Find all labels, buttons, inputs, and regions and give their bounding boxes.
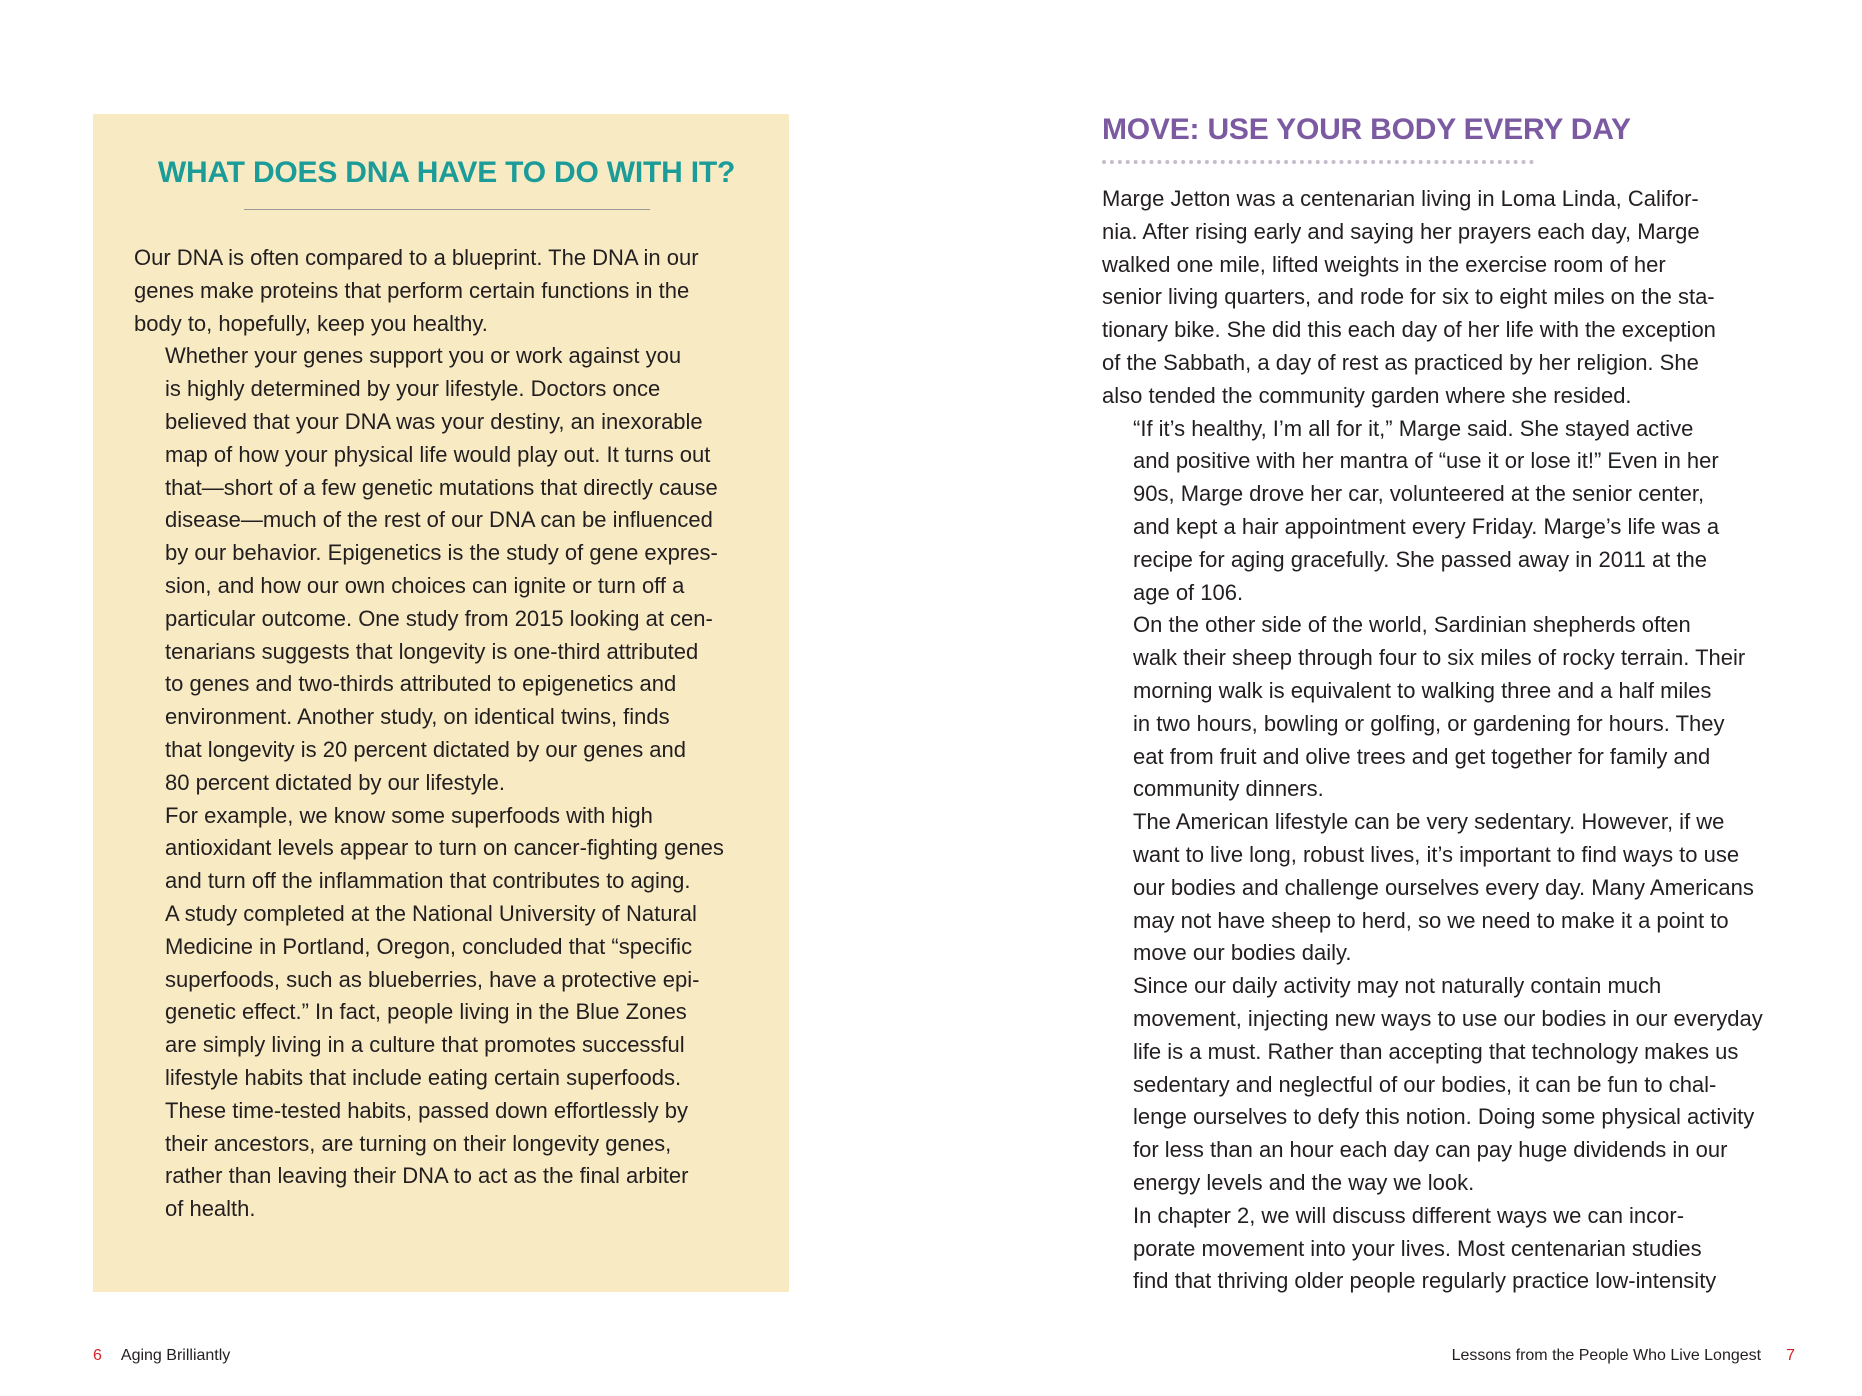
text-line: and turn off the inflammation that contributes to aging. xyxy=(165,868,691,894)
text-line: morning walk is equivalent to walking three and a half miles xyxy=(1133,677,1712,703)
left-page-number: 6 xyxy=(93,1347,102,1364)
text-line: In chapter 2, we will discuss different ways we can incor- xyxy=(1133,1202,1685,1228)
paragraph xyxy=(1102,970,1802,1200)
text-line: eat from fruit and olive trees and get together for family and xyxy=(1133,743,1711,769)
text-line: 90s, Marge drove her car, volunteered at the senior center, xyxy=(1133,481,1705,507)
text-line: find that thriving older people regularly practice low-intensity xyxy=(1133,1268,1717,1294)
text-line: and kept a hair appointment every Friday. Marge’s life was a xyxy=(1133,513,1720,539)
text-line: Our DNA is often compared to a blueprint. The DNA in our xyxy=(134,245,699,270)
text-line: For example, we know some superfoods with high xyxy=(165,802,653,828)
text-line: body to, hopefully, keep you healthy. xyxy=(134,310,488,336)
text-line: their ancestors, are turning on their longevity genes, xyxy=(165,1130,672,1156)
text-line: “If it’s healthy, I’m all for it,” Marge said. She stayed active xyxy=(1133,415,1694,441)
text-line: These time-tested habits, passed down effortlessly by xyxy=(165,1097,688,1123)
text-line: genes make proteins that perform certain functions in the xyxy=(134,277,690,303)
text-line: map of how your physical life would play out. It turns out xyxy=(165,441,711,467)
text-line: for less than an hour each day can pay huge dividends in our xyxy=(1133,1137,1728,1163)
text-line: walked one mile, lifted weights in the exercise room of her xyxy=(1102,251,1666,277)
text-line: community dinners. xyxy=(1133,776,1324,802)
text-line: nia. After rising early and saying her prayers each day, Marge xyxy=(1102,218,1700,244)
main-body xyxy=(1102,183,1802,1298)
text-line: that—short of a few genetic mutations that directly cause xyxy=(165,474,718,500)
sidebar-body xyxy=(134,242,753,1226)
text-line: sedentary and neglectful of our bodies, it can be fun to chal- xyxy=(1133,1071,1717,1097)
left-page-footer xyxy=(93,1346,230,1366)
main-column xyxy=(1102,109,1802,1298)
text-line: by our behavior. Epigenetics is the study of gene expres- xyxy=(165,540,718,566)
text-line: 80 percent dictated by our lifestyle. xyxy=(165,769,505,795)
text-line: move our bodies daily. xyxy=(1133,940,1352,966)
text-line: particular outcome. One study from 2015 looking at cen- xyxy=(165,605,713,631)
text-line: lifestyle habits that include eating certain superfoods. xyxy=(165,1064,682,1090)
text-line: tenarians suggests that longevity is one-third attributed xyxy=(165,638,699,664)
text-line: age of 106. xyxy=(1133,579,1244,605)
text-line: in two hours, bowling or golfing, or gardening for hours. They xyxy=(1133,710,1725,736)
section-heading: MOVE: USE YOUR BODY EVERY DAY xyxy=(1102,113,1631,146)
section-heading-divider xyxy=(1102,160,1534,164)
paragraph xyxy=(1102,1200,1802,1298)
text-line: also tended the community garden where she resided. xyxy=(1102,382,1632,408)
text-line: movement, injecting new ways to use our bodies in our everyday xyxy=(1133,1005,1763,1031)
text-line: Since our daily activity may not naturally contain much xyxy=(1133,973,1662,999)
text-line: and positive with her mantra of “use it or lose it!” Even in her xyxy=(1133,448,1719,474)
text-line: that longevity is 20 percent dictated by our genes and xyxy=(165,736,687,762)
text-line: walk their sheep through four to six miles of rocky terrain. Their xyxy=(1133,645,1746,671)
text-line: are simply living in a culture that promotes successful xyxy=(165,1032,685,1058)
text-line: genetic effect.” In fact, people living in the Blue Zones xyxy=(165,999,687,1025)
text-line: tionary bike. She did this each day of her life with the exception xyxy=(1102,317,1716,343)
left-running-title: Aging Brilliantly xyxy=(120,1347,231,1364)
text-line: lenge ourselves to defy this notion. Doing some physical activity xyxy=(1133,1104,1755,1130)
text-line: superfoods, such as blueberries, have a protective epi- xyxy=(165,966,700,992)
sidebar-title: WHAT DOES DNA HAVE TO DO WITH IT? xyxy=(157,156,736,189)
text-line: want to live long, robust lives, it’s important to find ways to use xyxy=(1133,841,1740,867)
text-line: Marge Jetton was a centenarian living in Loma Linda, Califor- xyxy=(1102,186,1699,211)
paragraph xyxy=(134,340,753,799)
text-line: energy levels and the way we look. xyxy=(1133,1169,1475,1195)
right-running-title: Lessons from the People Who Live Longest xyxy=(1451,1347,1762,1364)
right-page-footer xyxy=(1452,1346,1795,1366)
text-line: our bodies and challenge ourselves every day. Many Americans xyxy=(1133,874,1754,900)
paragraph xyxy=(1102,413,1802,610)
text-line: antioxidant levels appear to turn on cancer-fighting genes xyxy=(165,835,724,861)
text-line: of the Sabbath, a day of rest as practiced by her religion. She xyxy=(1102,349,1699,375)
text-line: recipe for aging gracefully. She passed away in 2011 at the xyxy=(1133,546,1707,572)
text-line: porate movement into your lives. Most centenarian studies xyxy=(1133,1235,1702,1261)
paragraph xyxy=(1102,806,1802,970)
right-page-number: 7 xyxy=(1786,1347,1795,1364)
text-line: A study completed at the National University of Natural xyxy=(165,900,697,926)
text-line: to genes and two-thirds attributed to epigenetics and xyxy=(165,671,677,697)
text-line: sion, and how our own choices can ignite or turn off a xyxy=(165,572,685,598)
text-line: environment. Another study, on identical twins, finds xyxy=(165,704,670,730)
text-line: of health. xyxy=(165,1196,256,1222)
text-line: is highly determined by your lifestyle. Doctors once xyxy=(165,376,661,402)
text-line: believed that your DNA was your destiny, an inexorable xyxy=(165,408,703,434)
text-line: may not have sheep to herd, so we need to make it a point to xyxy=(1133,907,1729,933)
sidebar-title-divider xyxy=(244,209,650,210)
text-line: On the other side of the world, Sardinian shepherds often xyxy=(1133,612,1691,638)
paragraph xyxy=(1102,609,1802,806)
text-line: disease—much of the rest of our DNA can be influenced xyxy=(165,507,713,533)
sidebar-box xyxy=(93,114,789,1292)
text-line: senior living quarters, and rode for six to eight miles on the sta- xyxy=(1102,284,1715,310)
paragraph xyxy=(134,800,753,1226)
text-line: life is a must. Rather than accepting that technology makes us xyxy=(1133,1038,1739,1064)
text-line: Whether your genes support you or work against you xyxy=(165,343,682,369)
text-line: Medicine in Portland, Oregon, concluded that “specific xyxy=(165,933,693,959)
text-line: rather than leaving their DNA to act as the final arbiter xyxy=(165,1163,689,1189)
paragraph xyxy=(1102,183,1802,413)
text-line: The American lifestyle can be very sedentary. However, if we xyxy=(1133,809,1725,835)
paragraph xyxy=(134,242,753,340)
